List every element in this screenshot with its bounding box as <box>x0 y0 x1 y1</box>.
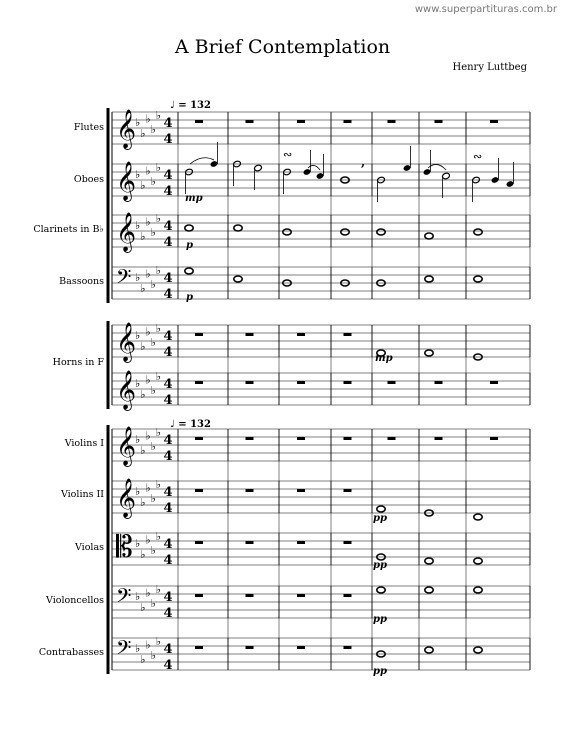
flat-icon: ♭ <box>135 537 141 550</box>
flat-icon: ♭ <box>150 649 156 663</box>
whole-note <box>474 276 482 282</box>
flat-icon: ♭ <box>150 440 156 454</box>
alto-clef-icon: 𝄡 <box>116 530 133 565</box>
time-signature-top: 4 <box>163 168 173 183</box>
whole-rest <box>297 541 305 544</box>
whole-rest <box>246 594 254 597</box>
watermark: www.superpartituras.com.br <box>414 4 557 15</box>
whole-rest <box>297 489 305 492</box>
flat-icon: ♭ <box>150 336 156 350</box>
treble-clef-icon: 𝄞 <box>116 109 137 149</box>
whole-rest <box>344 489 352 492</box>
label-horns: Horns in F <box>52 357 104 368</box>
label-violins-2: Violins II <box>60 489 104 500</box>
flat-icon: ♭ <box>155 425 162 439</box>
label-violas: Violas <box>74 542 104 553</box>
flat-icon: ♭ <box>135 271 141 284</box>
treble-clef-icon: 𝄞 <box>116 322 137 362</box>
flat-icon: ♭ <box>135 377 141 390</box>
flat-icon: ♭ <box>140 178 146 192</box>
slur <box>308 165 320 170</box>
time-signature-bottom: 4 <box>163 606 173 621</box>
flat-icon: ♭ <box>150 175 156 189</box>
whole-rest <box>344 594 352 597</box>
whole-rest <box>490 120 498 123</box>
whole-note <box>425 647 433 653</box>
time-signature-top: 4 <box>163 116 173 131</box>
flat-icon: ♭ <box>145 112 151 126</box>
time-signature-bottom: 4 <box>163 658 173 673</box>
label-clarinets: Clarinets in B♭ <box>33 224 104 235</box>
label-bassoons: Bassoons <box>59 276 104 287</box>
breath-mark-icon: , <box>361 155 366 169</box>
tempo-mark-1: ♩ = 132 <box>170 100 211 111</box>
time-signature-top: 4 <box>163 219 173 234</box>
flat-icon: ♭ <box>140 229 146 243</box>
flat-icon: ♭ <box>150 597 156 611</box>
whole-note <box>425 587 433 593</box>
time-signature-bottom: 4 <box>163 184 173 199</box>
turn-ornament-icon: ∾ <box>473 150 483 163</box>
time-signature-bottom: 4 <box>163 449 173 464</box>
flat-icon: ♭ <box>145 429 151 443</box>
flat-icon: ♭ <box>150 544 156 558</box>
staves <box>108 108 530 674</box>
flat-icon: ♭ <box>155 634 162 648</box>
whole-rest <box>344 541 352 544</box>
treble-clef-icon: 𝄞 <box>116 478 137 518</box>
whole-rest <box>490 437 498 440</box>
whole-note <box>425 276 433 282</box>
dynamic-cellos: pp <box>373 614 387 625</box>
whole-rest <box>297 646 305 649</box>
flat-icon: ♭ <box>150 492 156 506</box>
flat-icon: ♭ <box>155 582 162 596</box>
flat-icon: ♭ <box>140 339 146 353</box>
time-signature-bottom: 4 <box>163 553 173 568</box>
flat-icon: ♭ <box>155 529 162 543</box>
dynamic-clarinets: p <box>186 240 193 251</box>
label-oboes: Oboes <box>73 174 104 185</box>
flat-icon: ♭ <box>140 600 146 614</box>
label-violins-1: Violins I <box>64 438 104 449</box>
flat-icon: ♭ <box>155 211 162 225</box>
whole-rest <box>490 381 498 384</box>
turn-ornament-icon: ∾ <box>283 148 293 161</box>
bass-clef-icon: 𝄢 <box>116 265 132 293</box>
whole-note <box>377 587 385 593</box>
labels <box>33 122 104 658</box>
whole-rest <box>344 120 352 123</box>
whole-note <box>341 229 349 235</box>
whole-rest <box>246 120 254 123</box>
flat-icon: ♭ <box>145 325 151 339</box>
time-signature-top: 4 <box>163 537 173 552</box>
slur <box>190 158 214 164</box>
whole-rest <box>195 489 203 492</box>
whole-note <box>377 506 385 512</box>
flat-icon: ♭ <box>155 263 162 277</box>
time-signature-bottom: 4 <box>163 501 173 516</box>
whole-rest <box>246 541 254 544</box>
composer: Henry Luttbeg <box>452 62 527 73</box>
whole-rest <box>388 437 396 440</box>
whole-note <box>425 233 433 239</box>
whole-note <box>474 647 482 653</box>
whole-note <box>474 514 482 520</box>
whole-rest <box>195 646 203 649</box>
whole-rest <box>344 437 352 440</box>
dynamic-violins-2: pp <box>373 513 387 524</box>
flat-icon: ♭ <box>135 219 141 232</box>
time-signature-top: 4 <box>163 271 173 286</box>
flat-icon: ♭ <box>145 481 151 495</box>
time-signature-bottom: 4 <box>163 345 173 360</box>
whole-rest <box>195 381 203 384</box>
whole-note <box>185 225 193 231</box>
time-signature-top: 4 <box>163 642 173 657</box>
tempo-marks <box>170 100 211 430</box>
flat-icon: ♭ <box>150 384 156 398</box>
whole-rest <box>297 381 305 384</box>
notes <box>185 120 515 657</box>
whole-rest <box>195 120 203 123</box>
flat-icon: ♭ <box>150 123 156 137</box>
whole-note <box>425 558 433 564</box>
flat-icon: ♭ <box>140 652 146 666</box>
flat-icon: ♭ <box>140 126 146 140</box>
whole-rest <box>246 333 254 336</box>
flat-icon: ♭ <box>140 547 146 561</box>
whole-rest <box>435 381 443 384</box>
flat-icon: ♭ <box>145 638 151 652</box>
time-signature-top: 4 <box>163 329 173 344</box>
flat-icon: ♭ <box>135 433 141 446</box>
flat-icon: ♭ <box>145 267 151 281</box>
label-contrabasses: Contrabasses <box>38 647 104 658</box>
flat-icon: ♭ <box>145 164 151 178</box>
whole-rest <box>195 541 203 544</box>
dynamic-contrabasses: pp <box>373 666 387 677</box>
dynamic-violas: pp <box>373 560 387 571</box>
whole-note <box>474 587 482 593</box>
flat-icon: ♭ <box>155 160 162 174</box>
time-signature-bottom: 4 <box>163 132 173 147</box>
whole-note <box>474 558 482 564</box>
whole-rest <box>246 489 254 492</box>
label-cellos: Violoncellos <box>46 595 104 606</box>
time-signature-top: 4 <box>163 377 173 392</box>
dynamics <box>185 193 393 677</box>
flat-icon: ♭ <box>135 642 141 655</box>
whole-rest <box>297 594 305 597</box>
whole-rest <box>344 381 352 384</box>
time-signature-bottom: 4 <box>163 235 173 250</box>
whole-rest <box>388 120 396 123</box>
whole-rest <box>195 437 203 440</box>
dynamic-oboes: mp <box>185 193 203 204</box>
treble-clef-icon: 𝄞 <box>116 370 137 410</box>
treble-clef-icon: 𝄞 <box>116 161 137 201</box>
flat-icon: ♭ <box>145 533 151 547</box>
whole-rest <box>344 333 352 336</box>
flat-icon: ♭ <box>145 373 151 387</box>
whole-rest <box>195 594 203 597</box>
bass-clef-icon: 𝄢 <box>116 636 132 664</box>
flat-icon: ♭ <box>155 108 162 122</box>
dynamic-bassoons: p <box>186 292 193 303</box>
time-signature-top: 4 <box>163 590 173 605</box>
flat-icon: ♭ <box>140 387 146 401</box>
whole-note <box>425 350 433 356</box>
flat-icon: ♭ <box>135 116 141 129</box>
dynamic-horns: mp <box>375 353 393 364</box>
flat-icon: ♭ <box>135 168 141 181</box>
treble-clef-icon: 𝄞 <box>116 426 137 466</box>
whole-rest <box>344 646 352 649</box>
flat-icon: ♭ <box>145 586 151 600</box>
whole-rest <box>246 437 254 440</box>
whole-note <box>185 268 193 274</box>
flat-icon: ♭ <box>135 590 141 603</box>
flat-icon: ♭ <box>150 226 156 240</box>
flat-icon: ♭ <box>140 281 146 295</box>
whole-rest <box>388 381 396 384</box>
flat-icon: ♭ <box>145 215 151 229</box>
whole-rest <box>195 333 203 336</box>
time-signature-top: 4 <box>163 433 173 448</box>
time-signature-bottom: 4 <box>163 393 173 408</box>
flat-icon: ♭ <box>140 443 146 457</box>
whole-rest <box>297 333 305 336</box>
flat-icon: ♭ <box>140 495 146 509</box>
flat-icon: ♭ <box>155 369 162 383</box>
score-title: A Brief Contemplation <box>174 36 391 58</box>
whole-note <box>234 276 242 282</box>
whole-rest <box>246 381 254 384</box>
whole-note <box>283 229 291 235</box>
treble-clef-icon: 𝄞 <box>116 212 137 252</box>
whole-rest <box>246 646 254 649</box>
whole-rest <box>297 120 305 123</box>
whole-note <box>234 225 242 231</box>
label-flutes: Flutes <box>73 122 104 133</box>
time-signature-bottom: 4 <box>163 287 173 302</box>
flat-icon: ♭ <box>135 329 141 342</box>
bass-clef-icon: 𝄢 <box>116 584 132 612</box>
flat-icon: ♭ <box>135 485 141 498</box>
whole-rest <box>297 437 305 440</box>
time-signature-top: 4 <box>163 485 173 500</box>
flat-icon: ♭ <box>155 321 162 335</box>
whole-rest <box>435 120 443 123</box>
tempo-mark-2: ♩ = 132 <box>170 419 211 430</box>
flat-icon: ♭ <box>150 278 156 292</box>
whole-note <box>377 229 385 235</box>
flat-icon: ♭ <box>155 477 162 491</box>
whole-note <box>474 229 482 235</box>
whole-rest <box>435 437 443 440</box>
